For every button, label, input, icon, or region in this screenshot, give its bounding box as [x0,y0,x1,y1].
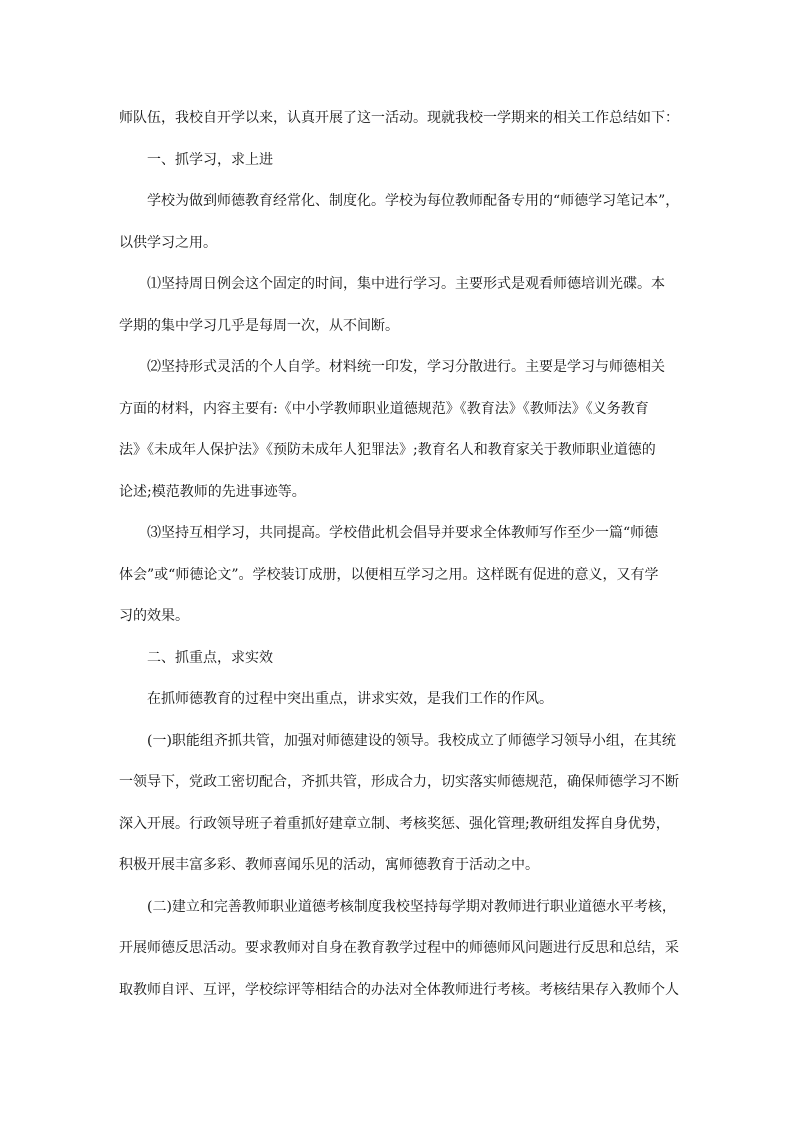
paragraph-line: ⑴坚持周日例会这个固定的时间，集中进行学习。主要形式是观看师德培训光碟。本 [147,276,665,292]
paragraph-line: 在抓师德教育的过程中突出重点，讲求实效，是我们工作的作风。 [147,691,553,707]
paragraph-line: 一领导下，党政工密切配合，齐抓共管，形成合力，切实落实师德规范，确保师德学习不断 [119,774,679,790]
section-heading: 一、抓学习，求上进 [147,152,273,168]
paragraph-line: 学校为做到师德教育经常化、制度化。学校为每位教师配备专用的“师德学习笔记本”， [147,193,680,209]
paragraph-line: 法》《未成年人保护法》《预防未成年人犯罪法》;教育名人和教育家关于教师职业道德的 [119,442,656,458]
paragraph-line: 深入开展。行政领导班子着重抓好建章立制、考核奖惩、强化管理;教研组发挥自身优势， [119,816,670,832]
paragraph-line: ⑵坚持形式灵活的个人自学。材料统一印发，学习分散进行。主要是学习与师德相关 [147,359,665,375]
paragraph-line: 取教师自评、互评，学校综评等相结合的办法对全体教师进行考核。考核结果存入教师个人 [119,982,679,998]
paragraph-line: 学期的集中学习几乎是每周一次，从不间断。 [119,318,399,334]
paragraph-line: 方面的材料，内容主要有:《中小学教师职业道德规范》《教育法》《教师法》《义务教育 [119,401,649,417]
paragraph-line: ⑶坚持互相学习，共同提高。学校借此机会倡导并要求全体教师写作至少一篇“师德 [147,525,659,541]
paragraph-line: 习的效果。 [119,608,189,624]
paragraph-line: 积极开展丰富多彩、教师喜闻乐见的活动，寓师德教育于活动之中。 [119,857,539,873]
paragraph-line: 开展师德反思活动。要求教师对自身在教育教学过程中的师德师风问题进行反思和总结，采 [119,940,679,956]
paragraph-line: (二)建立和完善教师职业道德考核制度我校坚持每学期对教师进行职业道德水平考核， [147,899,676,915]
paragraph-line: 论述;模范教师的先进事迹等。 [119,484,306,500]
paragraph-line: 体会”或“师德论文”。学校装订成册，以便相互学习之用。这样既有促进的意义，又有学 [119,567,659,583]
section-heading: 二、抓重点，求实效 [147,650,273,666]
paragraph-line: (一)职能组齐抓共管，加强对师德建设的领导。我校成立了师德学习领导小组，在其统 [147,733,676,749]
paragraph-line: 以供学习之用。 [119,235,217,251]
paragraph-continuation: 师队伍，我校自开学以来，认真开展了这一活动。现就我校一学期来的相关工作总结如下： [119,110,679,126]
